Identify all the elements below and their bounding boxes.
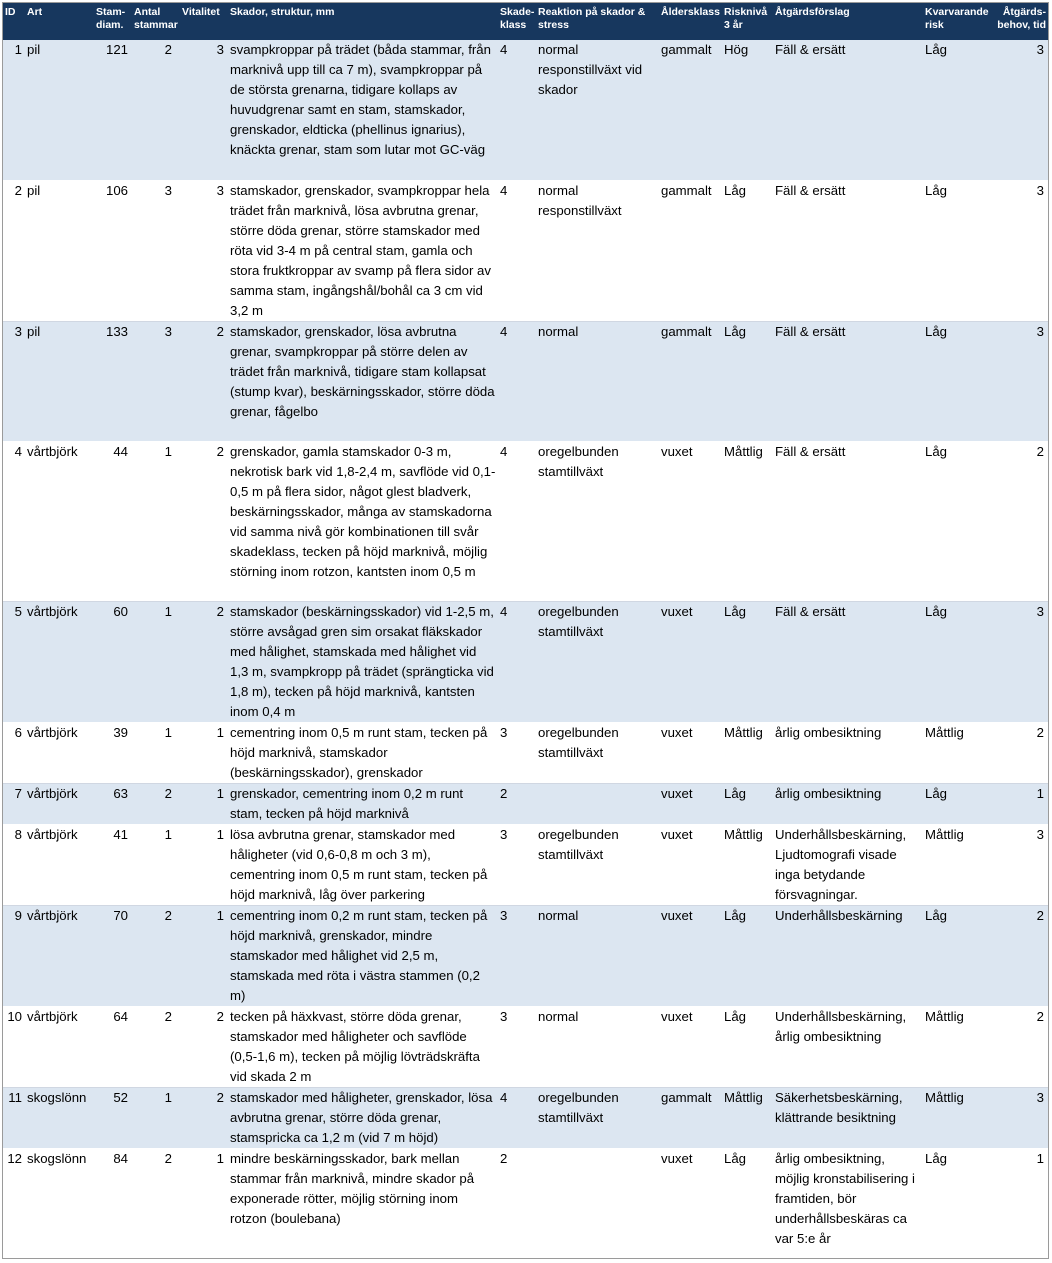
cell-atgard: årlig ombesiktning bbox=[773, 722, 923, 783]
cell-stam-diam: 70 bbox=[94, 905, 132, 1006]
table-row bbox=[3, 722, 1048, 783]
cell-risk: Måttlig bbox=[722, 1087, 773, 1148]
cell-skadeklass: 4 bbox=[498, 40, 536, 180]
header-reaktion: Reaktion på skador & stress bbox=[536, 3, 659, 40]
cell-alder: vuxet bbox=[659, 783, 722, 824]
cell-risk: Låg bbox=[722, 783, 773, 824]
cell-skador: grenskador, cementring inom 0,2 m runt stam, tecken på höjd marknivå bbox=[228, 783, 498, 824]
header-row bbox=[3, 3, 1048, 40]
header-id: ID bbox=[3, 3, 25, 40]
cell-reaktion: oregelbunden stamtillväxt bbox=[536, 1087, 659, 1148]
cell-atgardsbehov: 3 bbox=[994, 180, 1048, 321]
cell-art: pil bbox=[25, 40, 94, 180]
cell-atgard: Underhållsbeskärning bbox=[773, 905, 923, 1006]
cell-alder: gammalt bbox=[659, 1087, 722, 1148]
cell-alder: vuxet bbox=[659, 1006, 722, 1087]
cell-risk: Låg bbox=[722, 1148, 773, 1259]
cell-alder: vuxet bbox=[659, 601, 722, 722]
cell-alder: gammalt bbox=[659, 321, 722, 441]
cell-atgardsbehov: 3 bbox=[994, 601, 1048, 722]
cell-antal-stammar: 1 bbox=[132, 441, 180, 601]
cell-vitalitet: 2 bbox=[180, 601, 228, 722]
cell-antal-stammar: 2 bbox=[132, 1148, 180, 1259]
cell-alder: vuxet bbox=[659, 905, 722, 1006]
table-row bbox=[3, 905, 1048, 1006]
cell-risk: Låg bbox=[722, 180, 773, 321]
cell-risk: Låg bbox=[722, 601, 773, 722]
cell-atgard: årlig ombesiktning bbox=[773, 783, 923, 824]
cell-antal-stammar: 1 bbox=[132, 824, 180, 905]
cell-skadeklass: 3 bbox=[498, 905, 536, 1006]
cell-skadeklass: 4 bbox=[498, 321, 536, 441]
cell-skador: grenskador, gamla stamskador 0-3 m, nekrotisk bark vid 1,8-2,4 m, savflöde vid 0,1-0,5 m på flera sidor, något glest bladverk, beskärningsskador, många av stamskadorna vid samma nivå gör kombinationen till svår skadeklass, tecken på höjd marknivå, möjlig störning inom rotzon, kantsten inom 0,5 m bbox=[228, 441, 498, 601]
header-vitalitet: Vitalitet bbox=[180, 3, 228, 40]
cell-alder: vuxet bbox=[659, 824, 722, 905]
cell-id: 9 bbox=[3, 905, 25, 1006]
table-row bbox=[3, 1148, 1048, 1259]
cell-risk: Måttlig bbox=[722, 441, 773, 601]
cell-skadeklass: 2 bbox=[498, 783, 536, 824]
cell-atgard: Underhållsbeskärning, årlig ombesiktning bbox=[773, 1006, 923, 1087]
cell-atgard: Säkerhetsbeskärning, klättrande besiktning bbox=[773, 1087, 923, 1148]
cell-kvar-risk: Måttlig bbox=[923, 824, 994, 905]
cell-alder: gammalt bbox=[659, 180, 722, 321]
cell-reaktion: normal bbox=[536, 905, 659, 1006]
cell-id: 4 bbox=[3, 441, 25, 601]
cell-id: 7 bbox=[3, 783, 25, 824]
cell-skadeklass: 4 bbox=[498, 441, 536, 601]
cell-id: 2 bbox=[3, 180, 25, 321]
cell-atgard: Fäll & ersätt bbox=[773, 601, 923, 722]
table-row bbox=[3, 601, 1048, 722]
cell-skador: mindre beskärningsskador, bark mellan stammar från marknivå, mindre skador på exponerade rötter, möjlig störning inom rotzon (boulebana) bbox=[228, 1148, 498, 1259]
cell-stam-diam: 84 bbox=[94, 1148, 132, 1259]
table-row bbox=[3, 441, 1048, 601]
cell-atgard: årlig ombesiktning, möjlig kronstabilisering i framtiden, bör underhållsbeskäras ca var 5:e år bbox=[773, 1148, 923, 1259]
cell-art: vårtbjörk bbox=[25, 824, 94, 905]
cell-skador: cementring inom 0,5 m runt stam, tecken på höjd marknivå, stamskador (beskärningsskador), grenskador bbox=[228, 722, 498, 783]
cell-atgardsbehov: 3 bbox=[994, 1087, 1048, 1148]
header-alder: Åldersklass bbox=[659, 3, 722, 40]
cell-art: vårtbjörk bbox=[25, 441, 94, 601]
cell-risk: Måttlig bbox=[722, 824, 773, 905]
cell-kvar-risk: Låg bbox=[923, 180, 994, 321]
cell-skador: cementring inom 0,2 m runt stam, tecken på höjd marknivå, grenskador, mindre stamskador med hålighet vid 2,5 m, stamskada med röta i västra stammen (0,2 m) bbox=[228, 905, 498, 1006]
cell-id: 12 bbox=[3, 1148, 25, 1259]
cell-stam-diam: 63 bbox=[94, 783, 132, 824]
cell-skador: stamskador (beskärningsskador) vid 1-2,5 m, större avsågad gren sim orsakat fläkskador med hålighet, stamskada med hålighet vid 1,3 m, svampkropp på trädet (sprängticka vid 1,8 m), tecken på höjd marknivå, kantsten inom 0,4 m bbox=[228, 601, 498, 722]
cell-vitalitet: 1 bbox=[180, 824, 228, 905]
cell-skador: tecken på häxkvast, större döda grenar, stamskador med håligheter och savflöde (0,5-1,6 m), tecken på möjlig lövträdskräfta vid skada 2 m bbox=[228, 1006, 498, 1087]
cell-alder: vuxet bbox=[659, 441, 722, 601]
cell-antal-stammar: 1 bbox=[132, 722, 180, 783]
cell-vitalitet: 2 bbox=[180, 321, 228, 441]
cell-reaktion: oregelbunden stamtillväxt bbox=[536, 441, 659, 601]
cell-atgardsbehov: 1 bbox=[994, 1148, 1048, 1259]
cell-id: 11 bbox=[3, 1087, 25, 1148]
cell-art: vårtbjörk bbox=[25, 783, 94, 824]
cell-antal-stammar: 2 bbox=[132, 1006, 180, 1087]
table-row bbox=[3, 1006, 1048, 1087]
cell-reaktion bbox=[536, 1148, 659, 1259]
cell-skadeklass: 4 bbox=[498, 1087, 536, 1148]
cell-stam-diam: 133 bbox=[94, 321, 132, 441]
cell-antal-stammar: 2 bbox=[132, 40, 180, 180]
cell-stam-diam: 39 bbox=[94, 722, 132, 783]
cell-kvar-risk: Låg bbox=[923, 1148, 994, 1259]
table-row bbox=[3, 824, 1048, 905]
cell-stam-diam: 41 bbox=[94, 824, 132, 905]
cell-kvar-risk: Låg bbox=[923, 40, 994, 180]
cell-skadeklass: 3 bbox=[498, 824, 536, 905]
cell-stam-diam: 44 bbox=[94, 441, 132, 601]
cell-vitalitet: 1 bbox=[180, 905, 228, 1006]
tree-inventory-table bbox=[3, 3, 1048, 1259]
cell-skador: stamskador, grenskador, svampkroppar hela trädet från marknivå, lösa avbrutna grenar, större döda grenar, större stamskador med röta vid 3-4 m på central stam, gamla och stora fruktkroppar av svamp på flera sidor av samma stam, ingångshål/bohål ca 3 cm vid 3,2 m bbox=[228, 180, 498, 321]
cell-kvar-risk: Måttlig bbox=[923, 722, 994, 783]
cell-reaktion: normal bbox=[536, 1006, 659, 1087]
cell-id: 1 bbox=[3, 40, 25, 180]
cell-atgardsbehov: 2 bbox=[994, 722, 1048, 783]
cell-atgard: Fäll & ersätt bbox=[773, 40, 923, 180]
cell-vitalitet: 2 bbox=[180, 1087, 228, 1148]
cell-alder: gammalt bbox=[659, 40, 722, 180]
cell-atgardsbehov: 1 bbox=[994, 783, 1048, 824]
header-risk: Risknivå 3 år bbox=[722, 3, 773, 40]
cell-atgard: Fäll & ersätt bbox=[773, 441, 923, 601]
cell-atgardsbehov: 3 bbox=[994, 40, 1048, 180]
header-skadeklass: Skade- klass bbox=[498, 3, 536, 40]
cell-vitalitet: 1 bbox=[180, 1148, 228, 1259]
cell-kvar-risk: Låg bbox=[923, 441, 994, 601]
cell-art: vårtbjörk bbox=[25, 1006, 94, 1087]
cell-reaktion: normal bbox=[536, 321, 659, 441]
cell-risk: Låg bbox=[722, 321, 773, 441]
cell-art: skogslönn bbox=[25, 1148, 94, 1259]
cell-kvar-risk: Låg bbox=[923, 601, 994, 722]
cell-vitalitet: 1 bbox=[180, 783, 228, 824]
cell-kvar-risk: Måttlig bbox=[923, 1006, 994, 1087]
header-atgardsbehov: Åtgärds- behov, tid bbox=[994, 3, 1048, 40]
cell-vitalitet: 2 bbox=[180, 1006, 228, 1087]
cell-skador: stamskador, grenskador, lösa avbrutna grenar, svampkroppar på större delen av trädet från marknivå, tidigare stam kollapsat (stump kvar), beskärningsskador, större döda grenar, fågelbo bbox=[228, 321, 498, 441]
cell-skador: stamskador med håligheter, grenskador, lösa avbrutna grenar, större döda grenar, stamspricka ca 1,2 m (vid 7 m höjd) bbox=[228, 1087, 498, 1148]
cell-kvar-risk: Låg bbox=[923, 783, 994, 824]
table-row bbox=[3, 783, 1048, 824]
cell-atgardsbehov: 3 bbox=[994, 824, 1048, 905]
cell-skadeklass: 4 bbox=[498, 180, 536, 321]
cell-vitalitet: 3 bbox=[180, 180, 228, 321]
cell-art: vårtbjörk bbox=[25, 601, 94, 722]
cell-id: 8 bbox=[3, 824, 25, 905]
cell-reaktion: oregelbunden stamtillväxt bbox=[536, 722, 659, 783]
header-stam-diam: Stam- diam. bbox=[94, 3, 132, 40]
cell-reaktion: oregelbunden stamtillväxt bbox=[536, 601, 659, 722]
table-row bbox=[3, 40, 1048, 180]
cell-art: vårtbjörk bbox=[25, 905, 94, 1006]
cell-antal-stammar: 1 bbox=[132, 1087, 180, 1148]
cell-alder: vuxet bbox=[659, 722, 722, 783]
cell-atgardsbehov: 2 bbox=[994, 905, 1048, 1006]
cell-atgard: Fäll & ersätt bbox=[773, 321, 923, 441]
cell-atgard: Fäll & ersätt bbox=[773, 180, 923, 321]
cell-art: skogslönn bbox=[25, 1087, 94, 1148]
header-atgard: Åtgärdsförslag bbox=[773, 3, 923, 40]
cell-atgardsbehov: 3 bbox=[994, 321, 1048, 441]
cell-skadeklass: 2 bbox=[498, 1148, 536, 1259]
header-skador: Skador, struktur, mm bbox=[228, 3, 498, 40]
cell-atgardsbehov: 2 bbox=[994, 1006, 1048, 1087]
tree-inventory-sheet bbox=[2, 2, 1049, 1259]
cell-id: 3 bbox=[3, 321, 25, 441]
cell-vitalitet: 1 bbox=[180, 722, 228, 783]
cell-alder: vuxet bbox=[659, 1148, 722, 1259]
cell-reaktion: normal responstillväxt bbox=[536, 180, 659, 321]
cell-antal-stammar: 3 bbox=[132, 180, 180, 321]
cell-stam-diam: 106 bbox=[94, 180, 132, 321]
cell-id: 6 bbox=[3, 722, 25, 783]
cell-stam-diam: 64 bbox=[94, 1006, 132, 1087]
header-kvar-risk: Kvarvarande risk bbox=[923, 3, 994, 40]
cell-atgard: Underhållsbeskärning, Ljudtomografi visade inga betydande försvagningar. bbox=[773, 824, 923, 905]
cell-risk: Hög bbox=[722, 40, 773, 180]
header-art: Art bbox=[25, 3, 94, 40]
cell-stam-diam: 121 bbox=[94, 40, 132, 180]
cell-art: pil bbox=[25, 180, 94, 321]
cell-skador: svampkroppar på trädet (båda stammar, från marknivå upp till ca 7 m), svampkroppar på de största grenarna, tidigare kollaps av huvudgrenar samt en stam, stamskador, grenskador, eldticka (phellinus ignarius), knäckta grenar, stam som lutar mot GC-väg bbox=[228, 40, 498, 180]
cell-atgardsbehov: 2 bbox=[994, 441, 1048, 601]
cell-vitalitet: 3 bbox=[180, 40, 228, 180]
cell-antal-stammar: 1 bbox=[132, 601, 180, 722]
cell-antal-stammar: 3 bbox=[132, 321, 180, 441]
cell-reaktion: normal responstillväxt vid skador bbox=[536, 40, 659, 180]
cell-reaktion: oregelbunden stamtillväxt bbox=[536, 824, 659, 905]
cell-kvar-risk: Låg bbox=[923, 905, 994, 1006]
cell-id: 10 bbox=[3, 1006, 25, 1087]
table-row bbox=[3, 1087, 1048, 1148]
cell-skador: lösa avbrutna grenar, stamskador med håligheter (vid 0,6-0,8 m och 3 m), cementring inom 0,5 m runt stam, tecken på höjd marknivå, låg över parkering bbox=[228, 824, 498, 905]
cell-risk: Måttlig bbox=[722, 722, 773, 783]
cell-antal-stammar: 2 bbox=[132, 905, 180, 1006]
cell-antal-stammar: 2 bbox=[132, 783, 180, 824]
cell-art: pil bbox=[25, 321, 94, 441]
cell-stam-diam: 60 bbox=[94, 601, 132, 722]
cell-risk: Låg bbox=[722, 905, 773, 1006]
cell-skadeklass: 3 bbox=[498, 1006, 536, 1087]
cell-kvar-risk: Låg bbox=[923, 321, 994, 441]
cell-reaktion bbox=[536, 783, 659, 824]
cell-kvar-risk: Måttlig bbox=[923, 1087, 994, 1148]
table-row bbox=[3, 321, 1048, 441]
cell-skadeklass: 4 bbox=[498, 601, 536, 722]
cell-vitalitet: 2 bbox=[180, 441, 228, 601]
header-antal-stammar: Antal stammar bbox=[132, 3, 180, 40]
cell-id: 5 bbox=[3, 601, 25, 722]
table-row bbox=[3, 180, 1048, 321]
cell-risk: Låg bbox=[722, 1006, 773, 1087]
cell-art: vårtbjörk bbox=[25, 722, 94, 783]
cell-stam-diam: 52 bbox=[94, 1087, 132, 1148]
cell-skadeklass: 3 bbox=[498, 722, 536, 783]
